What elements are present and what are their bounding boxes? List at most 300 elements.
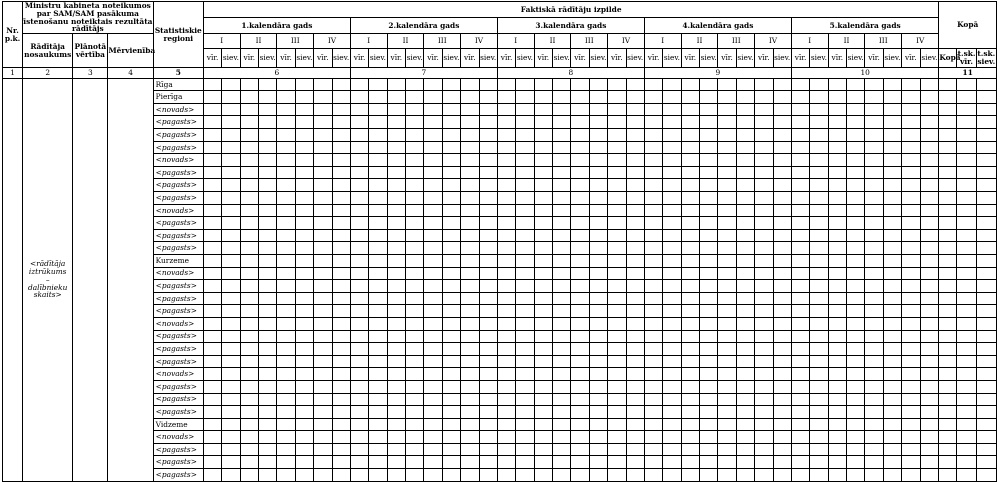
value-cell[interactable] — [663, 355, 681, 368]
value-cell[interactable] — [976, 242, 996, 255]
value-cell[interactable] — [534, 418, 552, 431]
value-cell[interactable] — [608, 254, 626, 267]
value-cell[interactable] — [608, 141, 626, 154]
value-cell[interactable] — [865, 217, 883, 230]
value-cell[interactable] — [295, 343, 313, 356]
value-cell[interactable] — [883, 78, 901, 91]
value-cell[interactable] — [663, 393, 681, 406]
value-cell[interactable] — [461, 103, 479, 116]
value-cell[interactable] — [295, 242, 313, 255]
value-cell[interactable] — [332, 154, 350, 167]
value-cell[interactable] — [883, 129, 901, 142]
value-cell[interactable] — [828, 393, 846, 406]
value-cell[interactable] — [240, 380, 258, 393]
value-cell[interactable] — [902, 103, 920, 116]
value-cell[interactable] — [755, 343, 773, 356]
value-cell[interactable] — [976, 179, 996, 192]
value-cell[interactable] — [277, 166, 295, 179]
value-cell[interactable] — [295, 217, 313, 230]
value-cell[interactable] — [497, 343, 515, 356]
value-cell[interactable] — [681, 166, 699, 179]
value-cell[interactable] — [902, 229, 920, 242]
value-cell[interactable] — [369, 267, 387, 280]
value-cell[interactable] — [663, 242, 681, 255]
value-cell[interactable] — [203, 116, 221, 129]
value-cell[interactable] — [553, 456, 571, 469]
value-cell[interactable] — [791, 456, 809, 469]
value-cell[interactable] — [332, 129, 350, 142]
value-cell[interactable] — [314, 103, 332, 116]
value-cell[interactable] — [553, 91, 571, 104]
value-cell[interactable] — [755, 192, 773, 205]
value-cell[interactable] — [350, 406, 368, 419]
value-cell[interactable] — [406, 305, 424, 318]
value-cell[interactable] — [626, 154, 644, 167]
value-cell[interactable] — [976, 154, 996, 167]
value-cell[interactable] — [461, 355, 479, 368]
value-cell[interactable] — [571, 154, 589, 167]
value-cell[interactable] — [424, 431, 442, 444]
value-cell[interactable] — [314, 78, 332, 91]
value-cell[interactable] — [644, 380, 662, 393]
value-cell[interactable] — [442, 355, 460, 368]
value-cell[interactable] — [644, 91, 662, 104]
value-cell[interactable] — [222, 456, 240, 469]
value-cell[interactable] — [865, 154, 883, 167]
value-cell[interactable] — [369, 166, 387, 179]
value-cell[interactable] — [700, 129, 718, 142]
value-cell[interactable] — [571, 166, 589, 179]
value-cell[interactable] — [553, 469, 571, 482]
value-cell[interactable] — [791, 280, 809, 293]
value-cell[interactable] — [663, 78, 681, 91]
value-cell[interactable] — [626, 343, 644, 356]
value-cell[interactable] — [791, 154, 809, 167]
value-cell[interactable] — [626, 305, 644, 318]
value-cell[interactable] — [516, 469, 534, 482]
value-cell[interactable] — [222, 254, 240, 267]
value-cell[interactable] — [700, 267, 718, 280]
value-cell[interactable] — [497, 116, 515, 129]
value-cell[interactable] — [277, 469, 295, 482]
value-cell[interactable] — [534, 116, 552, 129]
value-cell[interactable] — [369, 242, 387, 255]
value-cell[interactable] — [534, 469, 552, 482]
value-cell[interactable] — [314, 317, 332, 330]
value-cell[interactable] — [626, 217, 644, 230]
value-cell[interactable] — [295, 317, 313, 330]
value-cell[interactable] — [920, 242, 939, 255]
value-cell[interactable] — [718, 229, 736, 242]
value-cell[interactable] — [828, 456, 846, 469]
value-cell[interactable] — [883, 343, 901, 356]
value-cell[interactable] — [773, 368, 791, 381]
value-cell[interactable] — [222, 204, 240, 217]
value-cell[interactable] — [755, 380, 773, 393]
value-cell[interactable] — [259, 242, 277, 255]
value-cell[interactable] — [847, 141, 865, 154]
value-cell[interactable] — [424, 116, 442, 129]
value-cell[interactable] — [920, 456, 939, 469]
value-cell[interactable] — [828, 343, 846, 356]
value-cell[interactable] — [350, 141, 368, 154]
value-cell[interactable] — [755, 229, 773, 242]
value-cell[interactable] — [534, 343, 552, 356]
value-cell[interactable] — [920, 317, 939, 330]
value-cell[interactable] — [920, 280, 939, 293]
value-cell[interactable] — [406, 129, 424, 142]
value-cell[interactable] — [369, 443, 387, 456]
value-cell[interactable] — [534, 103, 552, 116]
value-cell[interactable] — [681, 380, 699, 393]
value-cell[interactable] — [516, 103, 534, 116]
value-cell[interactable] — [406, 267, 424, 280]
value-cell[interactable] — [718, 393, 736, 406]
value-cell[interactable] — [920, 154, 939, 167]
value-cell[interactable] — [314, 368, 332, 381]
value-cell[interactable] — [663, 204, 681, 217]
value-cell[interactable] — [259, 368, 277, 381]
value-cell[interactable] — [608, 456, 626, 469]
value-cell[interactable] — [663, 116, 681, 129]
value-cell[interactable] — [939, 456, 957, 469]
value-cell[interactable] — [736, 443, 754, 456]
value-cell[interactable] — [810, 330, 828, 343]
value-cell[interactable] — [920, 204, 939, 217]
value-cell[interactable] — [736, 129, 754, 142]
value-cell[interactable] — [442, 280, 460, 293]
value-cell[interactable] — [920, 393, 939, 406]
value-cell[interactable] — [957, 267, 976, 280]
value-cell[interactable] — [976, 406, 996, 419]
value-cell[interactable] — [681, 456, 699, 469]
value-cell[interactable] — [222, 343, 240, 356]
value-cell[interactable] — [203, 141, 221, 154]
value-cell[interactable] — [847, 116, 865, 129]
value-cell[interactable] — [424, 456, 442, 469]
value-cell[interactable] — [497, 280, 515, 293]
value-cell[interactable] — [828, 418, 846, 431]
value-cell[interactable] — [773, 217, 791, 230]
value-cell[interactable] — [681, 204, 699, 217]
value-cell[interactable] — [700, 406, 718, 419]
value-cell[interactable] — [222, 166, 240, 179]
value-cell[interactable] — [497, 141, 515, 154]
value-cell[interactable] — [222, 355, 240, 368]
value-cell[interactable] — [295, 431, 313, 444]
value-cell[interactable] — [847, 154, 865, 167]
value-cell[interactable] — [718, 78, 736, 91]
value-cell[interactable] — [369, 343, 387, 356]
value-cell[interactable] — [589, 141, 607, 154]
value-cell[interactable] — [203, 393, 221, 406]
value-cell[interactable] — [332, 91, 350, 104]
value-cell[interactable] — [902, 154, 920, 167]
value-cell[interactable] — [203, 103, 221, 116]
value-cell[interactable] — [369, 355, 387, 368]
value-cell[interactable] — [608, 154, 626, 167]
value-cell[interactable] — [810, 456, 828, 469]
value-cell[interactable] — [553, 254, 571, 267]
value-cell[interactable] — [571, 103, 589, 116]
value-cell[interactable] — [810, 103, 828, 116]
value-cell[interactable] — [277, 242, 295, 255]
value-cell[interactable] — [902, 78, 920, 91]
value-cell[interactable] — [865, 280, 883, 293]
value-cell[interactable] — [828, 204, 846, 217]
value-cell[interactable] — [608, 78, 626, 91]
value-cell[interactable] — [277, 154, 295, 167]
value-cell[interactable] — [589, 91, 607, 104]
value-cell[interactable] — [516, 443, 534, 456]
value-cell[interactable] — [883, 229, 901, 242]
value-cell[interactable] — [203, 192, 221, 205]
value-cell[interactable] — [314, 242, 332, 255]
value-cell[interactable] — [700, 254, 718, 267]
value-cell[interactable] — [332, 141, 350, 154]
value-cell[interactable] — [755, 91, 773, 104]
value-cell[interactable] — [902, 443, 920, 456]
value-cell[interactable] — [387, 166, 405, 179]
value-cell[interactable] — [920, 179, 939, 192]
value-cell[interactable] — [626, 393, 644, 406]
value-cell[interactable] — [497, 254, 515, 267]
value-cell[interactable] — [387, 267, 405, 280]
value-cell[interactable] — [681, 103, 699, 116]
value-cell[interactable] — [663, 305, 681, 318]
value-cell[interactable] — [920, 292, 939, 305]
value-cell[interactable] — [534, 305, 552, 318]
value-cell[interactable] — [332, 317, 350, 330]
value-cell[interactable] — [700, 141, 718, 154]
value-cell[interactable] — [939, 393, 957, 406]
value-cell[interactable] — [644, 330, 662, 343]
value-cell[interactable] — [681, 254, 699, 267]
value-cell[interactable] — [571, 267, 589, 280]
value-cell[interactable] — [553, 292, 571, 305]
value-cell[interactable] — [644, 103, 662, 116]
value-cell[interactable] — [644, 141, 662, 154]
value-cell[interactable] — [314, 254, 332, 267]
value-cell[interactable] — [939, 103, 957, 116]
value-cell[interactable] — [773, 406, 791, 419]
value-cell[interactable] — [608, 280, 626, 293]
value-cell[interactable] — [295, 380, 313, 393]
value-cell[interactable] — [755, 141, 773, 154]
value-cell[interactable] — [920, 229, 939, 242]
value-cell[interactable] — [277, 267, 295, 280]
value-cell[interactable] — [240, 154, 258, 167]
value-cell[interactable] — [755, 267, 773, 280]
value-cell[interactable] — [791, 141, 809, 154]
value-cell[interactable] — [350, 368, 368, 381]
value-cell[interactable] — [589, 456, 607, 469]
value-cell[interactable] — [939, 78, 957, 91]
value-cell[interactable] — [479, 406, 497, 419]
value-cell[interactable] — [976, 393, 996, 406]
value-cell[interactable] — [700, 166, 718, 179]
value-cell[interactable] — [865, 305, 883, 318]
value-cell[interactable] — [663, 179, 681, 192]
value-cell[interactable] — [461, 305, 479, 318]
value-cell[interactable] — [828, 443, 846, 456]
value-cell[interactable] — [755, 305, 773, 318]
value-cell[interactable] — [442, 217, 460, 230]
value-cell[interactable] — [810, 204, 828, 217]
value-cell[interactable] — [736, 217, 754, 230]
value-cell[interactable] — [203, 406, 221, 419]
value-cell[interactable] — [939, 217, 957, 230]
value-cell[interactable] — [295, 355, 313, 368]
value-cell[interactable] — [277, 431, 295, 444]
value-cell[interactable] — [791, 305, 809, 318]
value-cell[interactable] — [626, 78, 644, 91]
value-cell[interactable] — [332, 192, 350, 205]
value-cell[interactable] — [663, 229, 681, 242]
value-cell[interactable] — [644, 418, 662, 431]
value-cell[interactable] — [681, 330, 699, 343]
value-cell[interactable] — [883, 91, 901, 104]
value-cell[interactable] — [479, 280, 497, 293]
value-cell[interactable] — [920, 380, 939, 393]
value-cell[interactable] — [350, 317, 368, 330]
value-cell[interactable] — [461, 418, 479, 431]
value-cell[interactable] — [259, 129, 277, 142]
value-cell[interactable] — [424, 368, 442, 381]
value-cell[interactable] — [902, 129, 920, 142]
value-cell[interactable] — [865, 267, 883, 280]
value-cell[interactable] — [314, 418, 332, 431]
value-cell[interactable] — [957, 469, 976, 482]
value-cell[interactable] — [773, 355, 791, 368]
value-cell[interactable] — [277, 229, 295, 242]
value-cell[interactable] — [203, 267, 221, 280]
value-cell[interactable] — [314, 355, 332, 368]
value-cell[interactable] — [828, 267, 846, 280]
value-cell[interactable] — [553, 154, 571, 167]
value-cell[interactable] — [847, 267, 865, 280]
value-cell[interactable] — [736, 103, 754, 116]
value-cell[interactable] — [461, 406, 479, 419]
value-cell[interactable] — [442, 393, 460, 406]
value-cell[interactable] — [608, 418, 626, 431]
value-cell[interactable] — [516, 267, 534, 280]
value-cell[interactable] — [479, 242, 497, 255]
value-cell[interactable] — [681, 355, 699, 368]
value-cell[interactable] — [442, 418, 460, 431]
value-cell[interactable] — [847, 166, 865, 179]
value-cell[interactable] — [479, 166, 497, 179]
value-cell[interactable] — [957, 204, 976, 217]
value-cell[interactable] — [920, 343, 939, 356]
value-cell[interactable] — [644, 204, 662, 217]
value-cell[interactable] — [976, 192, 996, 205]
value-cell[interactable] — [681, 292, 699, 305]
value-cell[interactable] — [828, 368, 846, 381]
value-cell[interactable] — [259, 103, 277, 116]
value-cell[interactable] — [828, 78, 846, 91]
value-cell[interactable] — [387, 217, 405, 230]
value-cell[interactable] — [663, 280, 681, 293]
value-cell[interactable] — [902, 317, 920, 330]
value-cell[interactable] — [589, 204, 607, 217]
value-cell[interactable] — [332, 443, 350, 456]
value-cell[interactable] — [295, 129, 313, 142]
value-cell[interactable] — [718, 317, 736, 330]
value-cell[interactable] — [571, 292, 589, 305]
value-cell[interactable] — [222, 393, 240, 406]
value-cell[interactable] — [203, 380, 221, 393]
value-cell[interactable] — [920, 217, 939, 230]
value-cell[interactable] — [222, 154, 240, 167]
value-cell[interactable] — [534, 443, 552, 456]
value-cell[interactable] — [461, 242, 479, 255]
value-cell[interactable] — [828, 280, 846, 293]
value-cell[interactable] — [497, 242, 515, 255]
value-cell[interactable] — [957, 78, 976, 91]
value-cell[interactable] — [589, 166, 607, 179]
value-cell[interactable] — [920, 443, 939, 456]
value-cell[interactable] — [700, 355, 718, 368]
value-cell[interactable] — [350, 418, 368, 431]
value-cell[interactable] — [461, 292, 479, 305]
value-cell[interactable] — [773, 305, 791, 318]
value-cell[interactable] — [791, 254, 809, 267]
value-cell[interactable] — [626, 267, 644, 280]
value-cell[interactable] — [828, 154, 846, 167]
value-cell[interactable] — [791, 443, 809, 456]
value-cell[interactable] — [387, 317, 405, 330]
value-cell[interactable] — [755, 469, 773, 482]
value-cell[interactable] — [203, 204, 221, 217]
value-cell[interactable] — [387, 141, 405, 154]
value-cell[interactable] — [406, 204, 424, 217]
value-cell[interactable] — [424, 217, 442, 230]
value-cell[interactable] — [608, 355, 626, 368]
value-cell[interactable] — [314, 469, 332, 482]
value-cell[interactable] — [828, 242, 846, 255]
value-cell[interactable] — [939, 129, 957, 142]
value-cell[interactable] — [589, 254, 607, 267]
value-cell[interactable] — [553, 393, 571, 406]
value-cell[interactable] — [497, 292, 515, 305]
value-cell[interactable] — [406, 456, 424, 469]
value-cell[interactable] — [203, 418, 221, 431]
value-cell[interactable] — [902, 166, 920, 179]
value-cell[interactable] — [755, 393, 773, 406]
value-cell[interactable] — [534, 229, 552, 242]
value-cell[interactable] — [791, 406, 809, 419]
value-cell[interactable] — [847, 456, 865, 469]
value-cell[interactable] — [957, 355, 976, 368]
value-cell[interactable] — [277, 393, 295, 406]
value-cell[interactable] — [332, 217, 350, 230]
value-cell[interactable] — [681, 217, 699, 230]
value-cell[interactable] — [902, 431, 920, 444]
value-cell[interactable] — [828, 217, 846, 230]
value-cell[interactable] — [626, 368, 644, 381]
value-cell[interactable] — [387, 330, 405, 343]
value-cell[interactable] — [332, 393, 350, 406]
value-cell[interactable] — [718, 418, 736, 431]
value-cell[interactable] — [644, 242, 662, 255]
value-cell[interactable] — [516, 317, 534, 330]
value-cell[interactable] — [406, 254, 424, 267]
value-cell[interactable] — [534, 166, 552, 179]
value-cell[interactable] — [332, 431, 350, 444]
value-cell[interactable] — [387, 116, 405, 129]
value-cell[interactable] — [497, 217, 515, 230]
